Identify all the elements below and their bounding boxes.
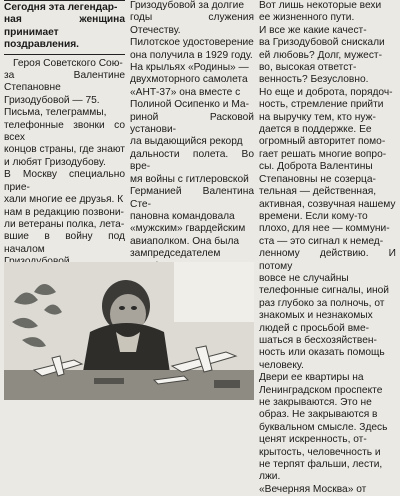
column-3 bbox=[259, 0, 396, 496]
portrait-photo-illustration bbox=[4, 262, 254, 400]
column-2-text: Гризодубовой за долгие годы служения Отечеству. Пилотское удостоверение она получила в 1929 году. На крыльях «Родины» — двухмоторного самолета «АНТ-37» она вместе с Полиной Осипенко и Ма- риной Расковой установи- ла выдающийся рекорд дальности полета. Во вре- мя войны с гитлеровской Германией Валентина Сте- пановна командовала «мужским» гвардейским авиаполком. Она была зампредседателем bbox=[130, 0, 254, 260]
article-lead: Сегодня эта легендар- ная женщина принимает поздравления. bbox=[4, 0, 125, 55]
column-3-text: Вот лишь некоторые вехи ее жизненного пути. И все же какие качест- ва Гризодубовой снискали ей любовь? Долг, мужест- во, высокая ответст- венность? Безусловно. Но еще и доброта, порядоч- ность, стремление прийти на выручку тем, кто нуж- дается в поддержке. Ее огромный авторитет помо- гает решать многие вопро- сы. Доброта Валентины Степановны не созерца- тельная — действенная, активная, созвучная нашему времени. Если кому-то плохо, для нее — коммуни- ста — это сигнал к немед- ленному действию. И потому вовсе не случайны телефонные сигналы, иной раз глубоко за полночь, от знакомых и незнакомых людей с просьбой вме- шаться в бесхозяйствен- ность или оказать помощь человеку. Двери ее квартиры на Ленинградском проспекте не закрываются. Это не образ. Не закрываются в буквальном смысле. Здесь ценят искренность, от- крытость, человечность и не терпят фальши, лести, лжи. «Вечерняя Москва» от bbox=[259, 0, 396, 495]
column-1-text: Героя Советского Сою- за Валентине Степановне Гризодубовой — 75. Письма, телеграммы, телефонные звонки со всех концов страны, где знают и любят Гризодубову. В Москву специально прие- хали многие ее друзья. К нам в редакцию позвони- ли ветераны полка, лета- вшие в войну под началом bbox=[4, 57, 125, 255]
portrait-photo bbox=[4, 262, 254, 400]
